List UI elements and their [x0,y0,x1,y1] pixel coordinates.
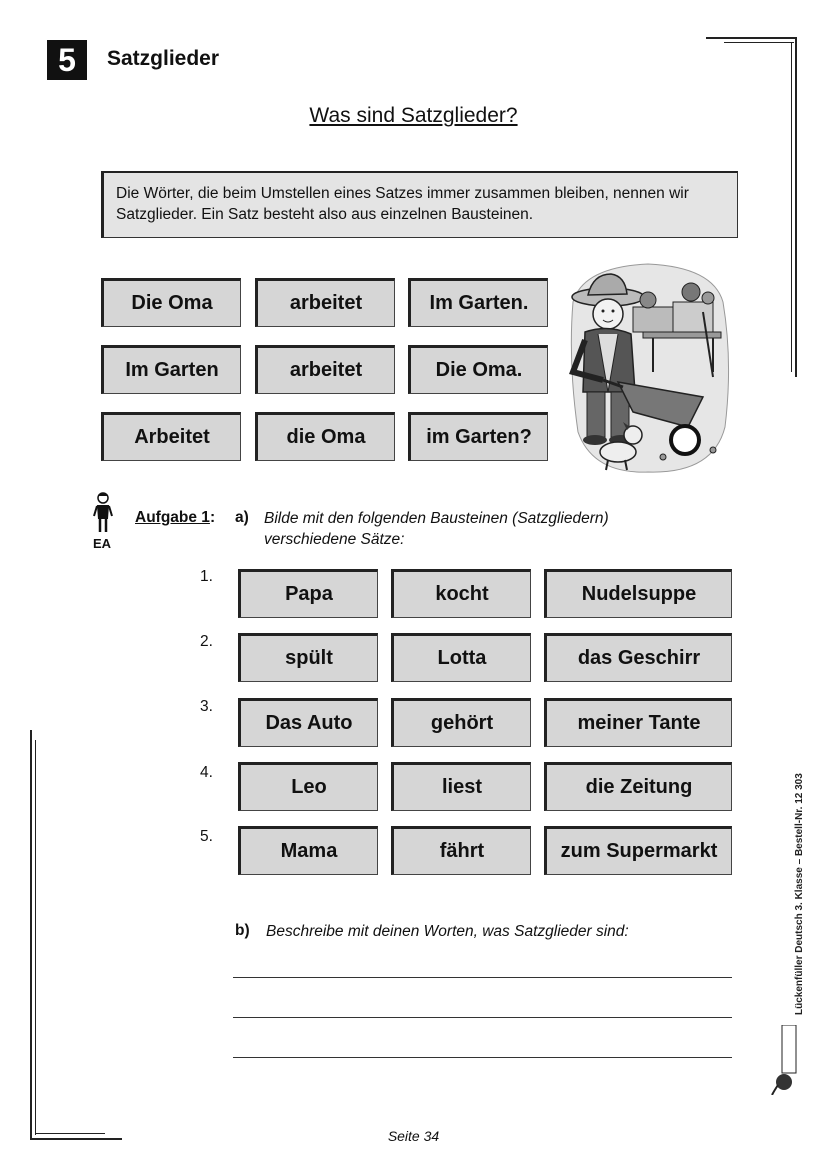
task-label-colon: : [209,509,216,526]
row-number: 3. [200,698,213,715]
child-figure-icon [93,492,113,534]
task-block: gehört [391,698,531,747]
task-block: Papa [238,569,378,618]
task-a-letter: a) [235,509,249,526]
answer-line[interactable] [233,1057,732,1058]
answer-line[interactable] [233,1017,732,1018]
task-block: kocht [391,569,531,618]
task-block: fährt [391,826,531,875]
task-b-text: Beschreibe mit deinen Worten, was Satzglieder sind: [266,923,629,940]
example-block: die Oma [255,412,395,461]
task-block: Lotta [391,633,531,682]
frame-line-top-right [706,37,797,39]
task-a-text-line1: Bilde mit den folgenden Bausteinen (Satzgliedern) [264,510,609,527]
row-number: 2. [200,633,213,650]
task-block: meiner Tante [544,698,732,747]
task-block: Mama [238,826,378,875]
grandma-gardening-illustration [563,262,733,477]
example-block: im Garten? [408,412,548,461]
task-block: spült [238,633,378,682]
task-block: das Geschirr [544,633,732,682]
page-title: Was sind Satzglieder? [309,104,518,127]
task-label: Aufgabe 1 [135,509,210,526]
row-number: 5. [200,828,213,845]
task-block: zum Supermarkt [544,826,732,875]
frame-line-right [795,37,797,377]
publisher-logo [770,1025,802,1095]
frame-line-left-inner [35,740,36,1135]
task-a-text-line2: verschiedene Sätze: [264,531,405,548]
chapter-title: Satzglieder [107,47,220,70]
example-block: Die Oma [101,278,241,327]
chapter-number: 5 [47,40,87,80]
row-number: 1. [200,568,213,585]
example-block: Arbeitet [101,412,241,461]
frame-line-left [30,730,32,1140]
example-block: Im Garten. [408,278,548,327]
row-number: 4. [200,764,213,781]
task-block: die Zeitung [544,762,732,811]
task-block: Das Auto [238,698,378,747]
work-mode-badge: EA [93,536,112,551]
page-number: Seite 34 [387,1128,440,1144]
frame-line-right-inner [791,42,792,372]
example-block: arbeitet [255,345,395,394]
info-box: Die Wörter, die beim Umstellen eines Satzes immer zusammen bleiben, nennen wir Satzglieder. Ein Satz besteht also aus einzelnen Bausteinen. [101,171,738,238]
task-block: liest [391,762,531,811]
example-block: Im Garten [101,345,241,394]
example-block: Die Oma. [408,345,548,394]
task-block: Leo [238,762,378,811]
task-heading [135,509,215,527]
task-block: Nudelsuppe [544,569,732,618]
task-b-letter: b) [235,922,250,939]
answer-line[interactable] [233,977,732,978]
sidebar-order-info: Lückenfüller Deutsch 3. Klasse – Bestell-Nr. 12 303 [794,773,805,1015]
frame-line-top-right-inner [724,42,794,43]
example-block: arbeitet [255,278,395,327]
